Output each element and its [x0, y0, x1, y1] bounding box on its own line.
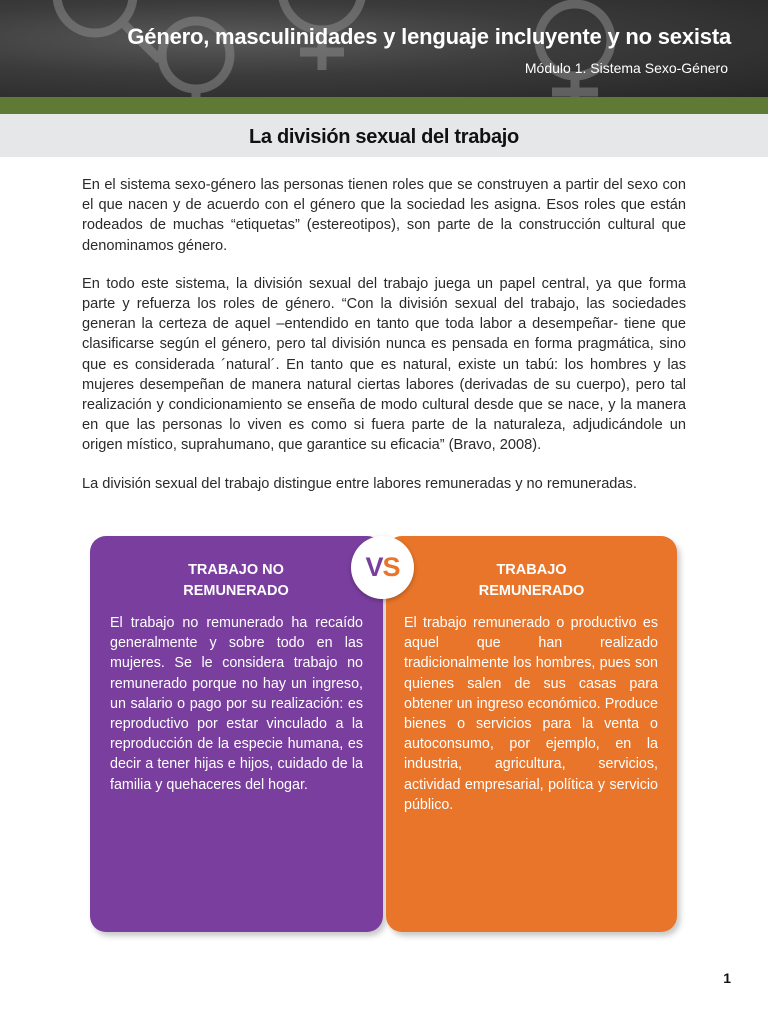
paragraph-2: En todo este sistema, la división sexual del trabajo juega un papel central, ya que forma parte y refuerza los roles de género. “Con la división sexual del trabajo, las sociedades generan la certeza de aquel –entendido en tanto que toda labor a desempeñar- tiene que clasificarse según el género, pero tal división nunca es pensada en forma pragmática, sino que es considerada ´natural´. En tanto que es natural, existe un tabú: los hombres y las mujeres desempeñan de manera natural ciertas labores (derivadas de su cuerpo), pero tal realización y condicionamiento se enseña de modo cultural desde que se nace, y la manera en que las personas lo viven es como si fuera parte de la naturaleza, adjudicándole un origen místico, suprahumano, que garantice su eficacia” (Bravo, 2008). [82, 275, 686, 454]
paid-title-line2: REMUNERADO [478, 583, 585, 599]
unpaid-work-description: El trabajo no remunerado ha recaído generalmente y sobre todo en las mujeres. Se le considera trabajo no remunerado porque no hay un ingreso, un salario o pago por su realización: es reproductivo por estar vinculado a la reproducción de la especie humana, es decir a tener hijas e hijos, cuidado de la familia y quehaceres del hogar. [110, 615, 363, 793]
body-text [82, 175, 686, 512]
paragraph-1: En el sistema sexo-género las personas tienen roles que se construyen a partir del sexo con el que nacen y de acuerdo con el género que la sociedad les asigna. Esos roles que están rodeados de muchas “etiquetas” (estereotipos), son parte de la construcción cultural que denominamos género. [82, 177, 686, 254]
vs-letter-v: V [365, 552, 383, 582]
module-subtitle: Módulo 1. Sistema Sexo-Género [524, 60, 728, 76]
vs-badge [351, 536, 414, 599]
unpaid-title-line2: REMUNERADO [183, 583, 289, 599]
vs-letter-s: S [382, 552, 400, 582]
unpaid-work-title [90, 560, 382, 602]
document-title: Género, masculinidades y lenguaje incluyente y no sexista [127, 24, 731, 49]
unpaid-title-line1: TRABAJO NO [188, 562, 284, 578]
paid-work-card [386, 536, 677, 932]
paid-work-title [386, 560, 677, 602]
paid-title-line1: TRABAJO [496, 562, 567, 578]
accent-bar [0, 97, 768, 114]
paid-work-description: El trabajo remunerado o productivo es aquel que han realizado tradicionalmente los hombres, pues son quienes salen de sus casas para obtener un ingreso económico. Produce bienes o servicios para la venta o autoconsumo, por ejemplo, en la industria, agricultura, servicios, actividad empresarial, política y servicio público. [404, 615, 658, 813]
header-banner [0, 0, 768, 97]
section-title: La división sexual del trabajo [249, 126, 519, 148]
paragraph-3: La división sexual del trabajo distingue entre labores remuneradas y no remuneradas. [82, 475, 637, 492]
page-number: 1 [723, 970, 731, 986]
unpaid-work-card [90, 536, 383, 932]
